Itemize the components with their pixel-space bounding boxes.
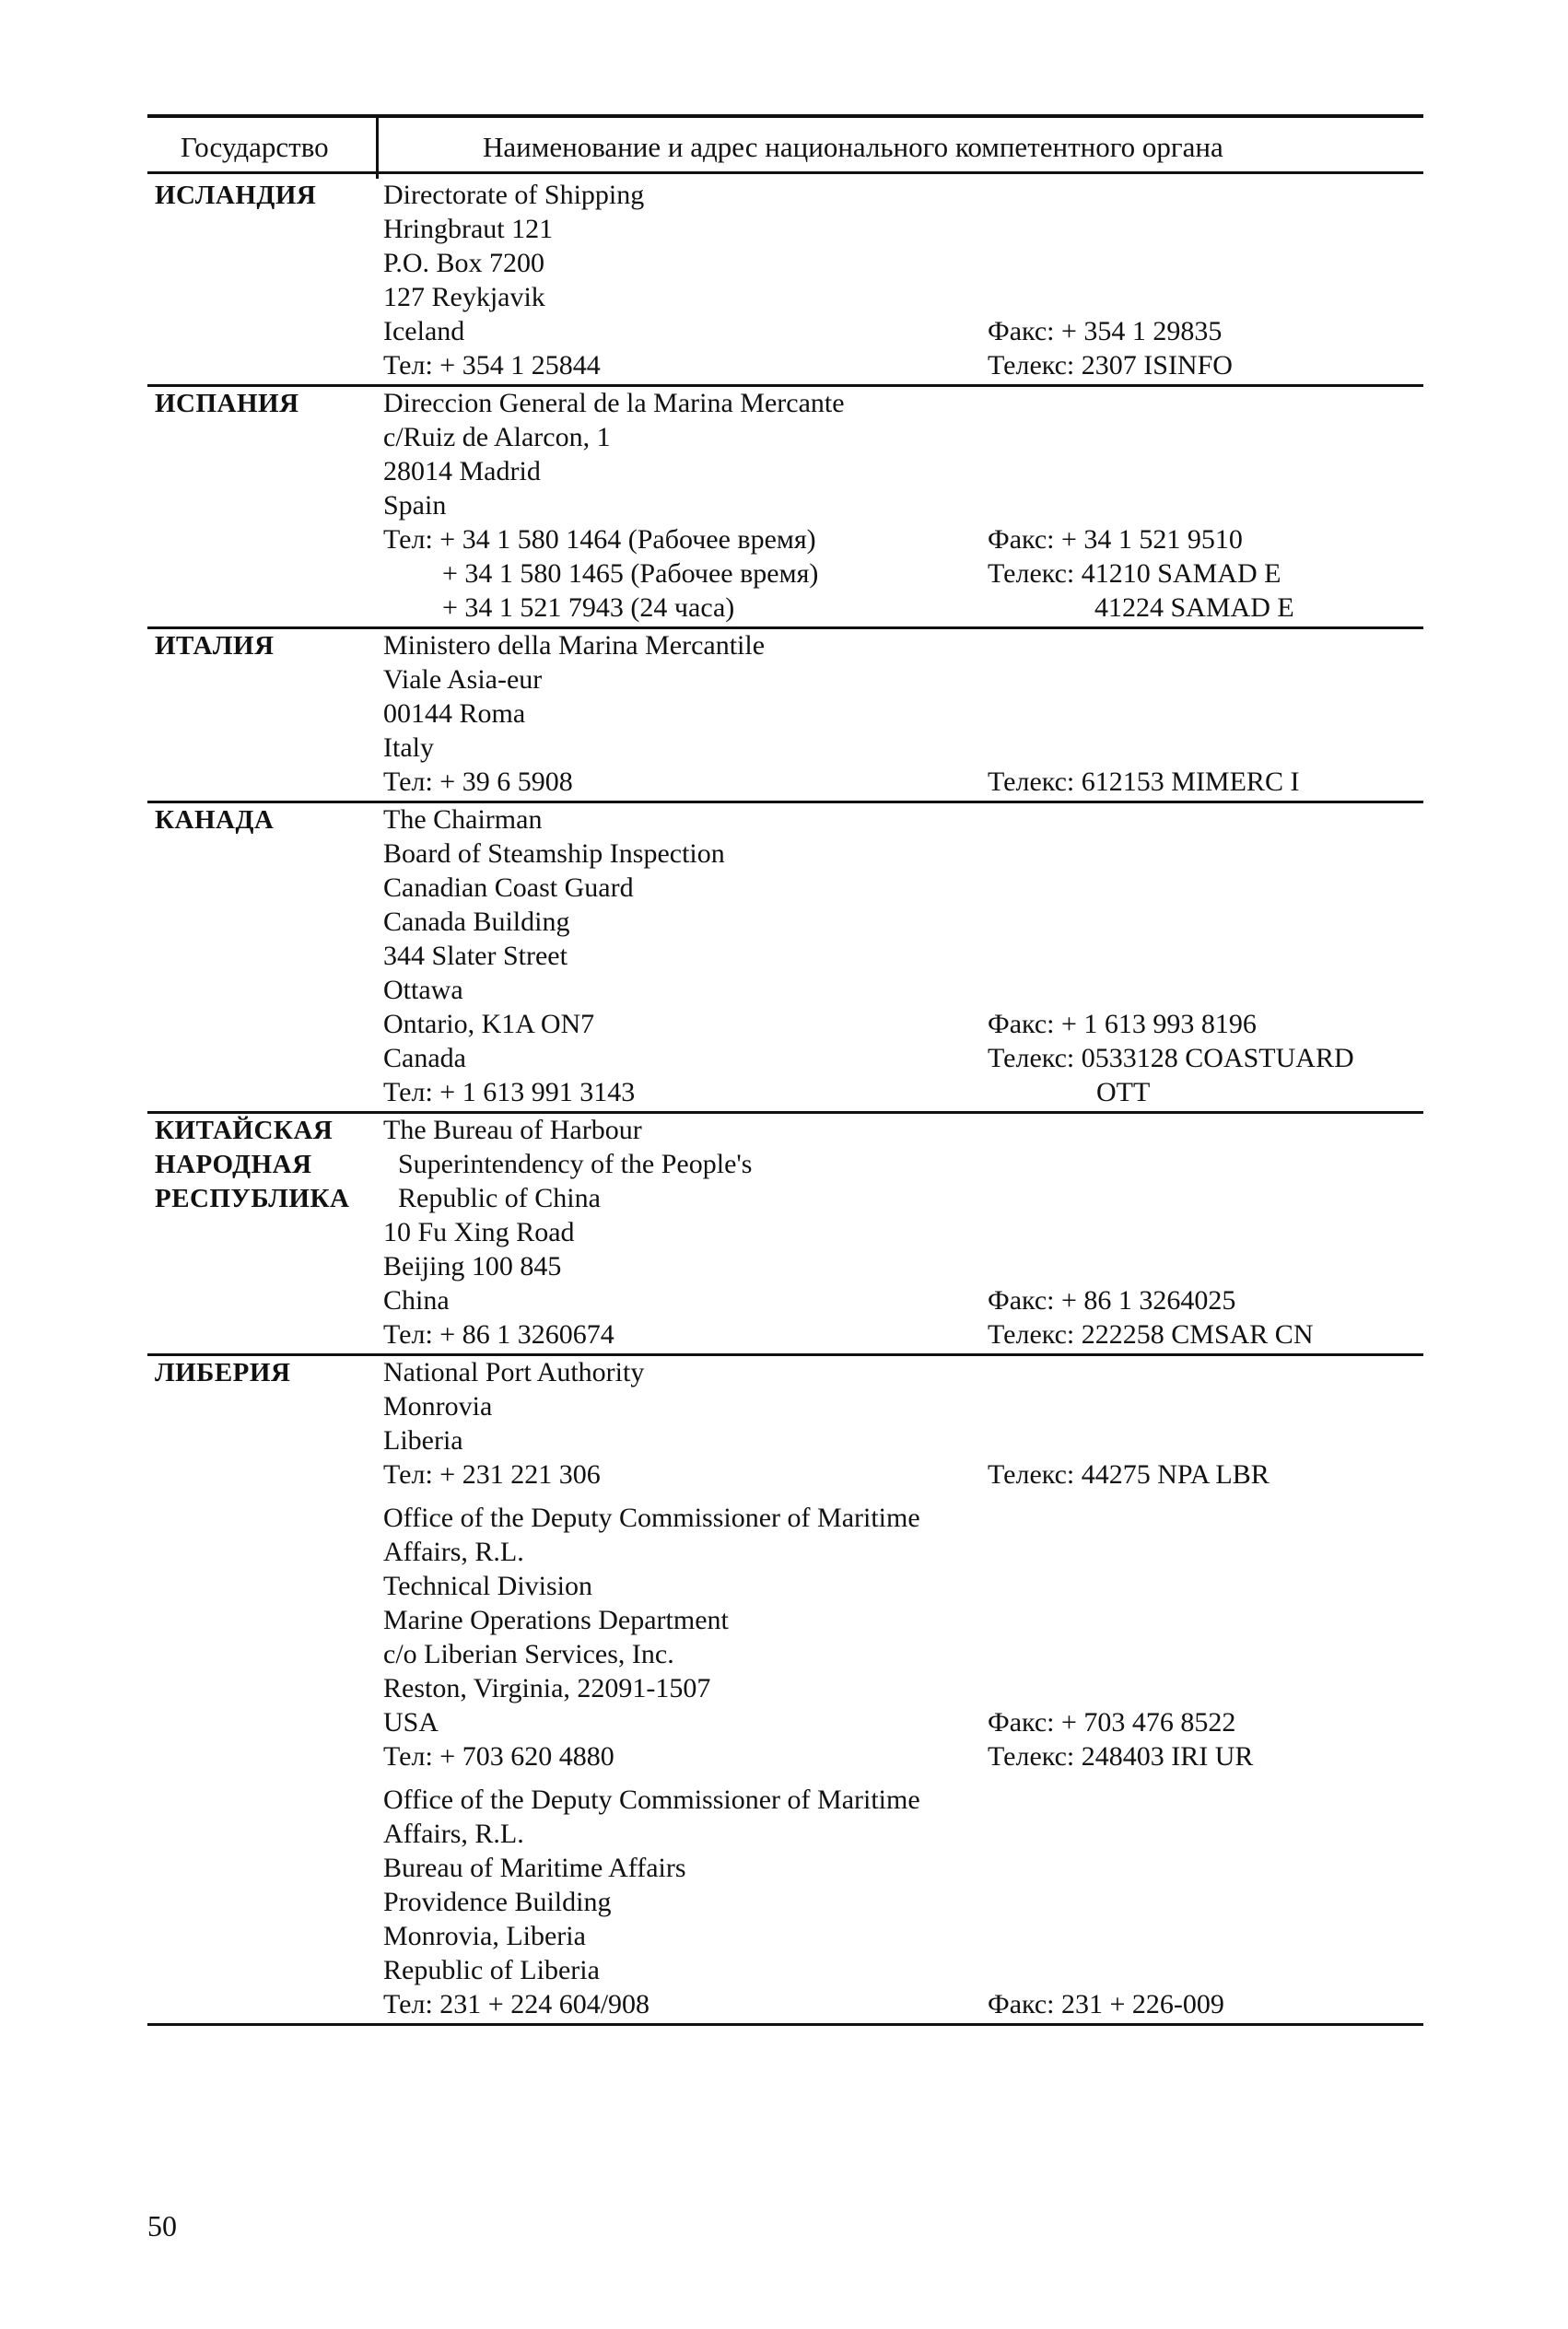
- header-state: Государство: [181, 131, 329, 163]
- address-line: Board of Steamship Inspection: [383, 838, 725, 869]
- address-line: Office of the Deputy Commissioner of Maritime: [383, 1503, 920, 1533]
- address-line: Canada Building: [383, 907, 570, 937]
- fax-line: Факс: + 1 613 993 8196: [988, 1009, 1257, 1039]
- address-line: Iceland: [383, 316, 465, 346]
- country-liberia: ЛИБЕРИЯ: [155, 1358, 291, 1387]
- address-line: Affairs, R.L.: [383, 1819, 524, 1849]
- telex-line: Телекс: 2307 ISINFO: [988, 350, 1233, 380]
- fax-line: Факс: + 86 1 3264025: [988, 1285, 1236, 1316]
- address-line: Ottawa: [383, 975, 463, 1005]
- address-line: Republic of China: [398, 1183, 601, 1213]
- row-separator: [147, 1353, 1423, 1356]
- row-separator: [147, 1111, 1423, 1114]
- phone-line: Тел: + 354 1 25844: [383, 350, 601, 380]
- address-line: Technical Division: [383, 1571, 593, 1601]
- address-line: Italy: [383, 732, 434, 763]
- telex-line: Телекс: 612153 MIMERC I: [988, 767, 1300, 797]
- country-china-line3: РЕСПУБЛИКА: [155, 1184, 350, 1213]
- fax-line: Факс: + 354 1 29835: [988, 316, 1223, 346]
- address-line: Viale Asia-eur: [383, 664, 543, 695]
- telex-line: Телекс: 0533128 COASTUARD: [988, 1043, 1354, 1073]
- address-line: Providence Building: [383, 1887, 612, 1917]
- phone-line: Тел: + 34 1 580 1464 (Рабочее время): [383, 524, 816, 555]
- address-line: 344 Slater Street: [383, 941, 568, 971]
- address-line: Marine Operations Department: [383, 1605, 729, 1635]
- address-line: c/Ruiz de Alarcon, 1: [383, 422, 611, 452]
- phone-line: Тел: + 1 613 991 3143: [383, 1077, 636, 1107]
- address-line: c/o Liberian Services, Inc.: [383, 1639, 674, 1669]
- fax-line: Факс: + 34 1 521 9510: [988, 524, 1243, 555]
- telex-line: Телекс: 44275 NPA LBR: [988, 1459, 1270, 1490]
- address-line: Direccion General de la Marina Mercante: [383, 388, 845, 418]
- country-spain: ИСПАНИЯ: [155, 389, 299, 418]
- country-canada: КАНАДА: [155, 805, 275, 835]
- address-line: Canadian Coast Guard: [383, 872, 634, 903]
- address-line: Monrovia, Liberia: [383, 1921, 586, 1951]
- address-line: 127 Reykjavik: [383, 282, 545, 312]
- phone-line: Тел: 231 + 224 604/908: [383, 1989, 650, 2019]
- phone-line: + 34 1 521 7943 (24 часа): [442, 592, 735, 623]
- address-line: Directorate of Shipping: [383, 180, 645, 210]
- phone-line: Тел: + 86 1 3260674: [383, 1319, 614, 1350]
- country-italy: ИТАЛИЯ: [155, 631, 275, 661]
- header-column-divider: [376, 118, 379, 179]
- row-separator: [147, 626, 1423, 629]
- header-authority: Наименование и адрес национального компетентного органа: [483, 131, 1223, 163]
- address-line: Reston, Virginia, 22091-1507: [383, 1673, 711, 1703]
- address-line: 10 Fu Xing Road: [383, 1217, 575, 1247]
- address-line: Liberia: [383, 1425, 463, 1456]
- telex-line: Телекс: 222258 CMSAR CN: [988, 1319, 1314, 1350]
- address-line: Republic of Liberia: [383, 1955, 600, 1985]
- page-number: 50: [147, 2209, 177, 2242]
- address-line: P.O. Box 7200: [383, 248, 545, 278]
- address-line: Beijing 100 845: [383, 1251, 562, 1282]
- telex-line: 41224 SAMAD E: [1094, 592, 1294, 623]
- country-china-line1: КИТАЙСКАЯ: [155, 1116, 333, 1145]
- phone-line: + 34 1 580 1465 (Рабочее время): [442, 558, 819, 589]
- address-line: National Port Authority: [383, 1357, 645, 1387]
- fax-line: Факс: + 703 476 8522: [988, 1707, 1236, 1738]
- fax-line: Факс: 231 + 226-009: [988, 1989, 1224, 2019]
- table-bottom-rule: [147, 2023, 1423, 2026]
- address-line: Bureau of Maritime Affairs: [383, 1853, 686, 1883]
- address-line: 00144 Roma: [383, 698, 526, 729]
- address-line: Canada: [383, 1043, 466, 1073]
- address-line: Ontario, K1A ON7: [383, 1009, 595, 1039]
- telex-line: Телекс: 41210 SAMAD E: [988, 558, 1281, 589]
- phone-line: Тел: + 231 221 306: [383, 1459, 601, 1490]
- row-separator: [147, 801, 1423, 803]
- address-line: China: [383, 1285, 450, 1316]
- address-line: Monrovia: [383, 1391, 493, 1422]
- header-bottom-rule: [147, 171, 1423, 174]
- phone-line: Тел: + 39 6 5908: [383, 767, 573, 797]
- country-iceland: ИСЛАНДИЯ: [155, 181, 317, 210]
- address-line: USA: [383, 1707, 439, 1738]
- table-top-rule: [147, 114, 1423, 118]
- telex-line: Телекс: 248403 IRI UR: [988, 1741, 1254, 1772]
- address-line: Hringbraut 121: [383, 214, 554, 244]
- address-line: Superintendency of the People's: [398, 1149, 753, 1179]
- telex-line: OTT: [1096, 1077, 1151, 1107]
- address-line: Spain: [383, 490, 447, 521]
- address-line: The Chairman: [383, 804, 543, 835]
- address-line: 28014 Madrid: [383, 456, 541, 486]
- address-line: Affairs, R.L.: [383, 1537, 524, 1567]
- phone-line: Тел: + 703 620 4880: [383, 1741, 614, 1772]
- address-line: Ministero della Marina Mercantile: [383, 630, 766, 661]
- address-line: The Bureau of Harbour: [383, 1115, 642, 1145]
- country-china-line2: НАРОДНАЯ: [155, 1150, 312, 1179]
- address-line: Office of the Deputy Commissioner of Maritime: [383, 1785, 920, 1815]
